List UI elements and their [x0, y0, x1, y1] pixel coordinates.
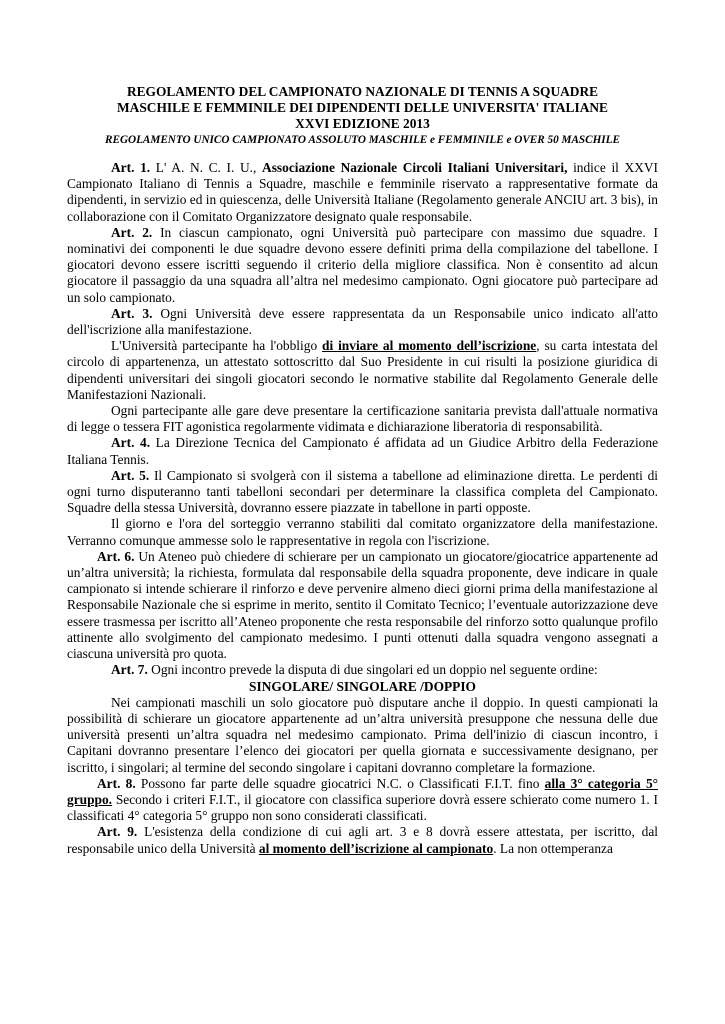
article-7-label: Art. 7.	[111, 662, 148, 678]
article-3-p2-bold: di inviare al momento dell’iscrizione	[322, 338, 537, 354]
document-body	[67, 160, 658, 857]
article-3-p2-pre: L'Università partecipante ha l'obbligo	[111, 338, 323, 354]
title-line-4: REGOLAMENTO UNICO CAMPIONATO ASSOLUTO MASCHILE e FEMMINILE e OVER 50 MASCHILE	[105, 134, 620, 146]
article-2	[67, 225, 658, 306]
article-9-post: . La non ottemperanza	[493, 840, 613, 856]
article-6-text: Un Ateneo può chiedere di schierare per un campionato un giocatore/giocatrice appartenente ad un’altra università; la richiesta, formulata dal responsabile della squadra proponente, deve indicare in quale campionato si intende schierare il rinforzo e deve pervenire almeno dieci giorni prima della manifestazione al Responsabile Nazionale che si esprime in merito, sentito il Comitato Tecnico; l’eventuale autorizzazione deve essere trasmessa per iscritto all’Ateneo proponente che resta responsabile del rinforzo sotto qualunque profilo attinente allo svolgimento del campionato medesimo. I punti ottenuti dalla squadra vengono assegnati a ciascuna università pro quota.	[67, 548, 658, 662]
article-3-label: Art. 3.	[111, 305, 153, 321]
article-1-label: Art. 1.	[111, 160, 151, 175]
article-8-post: Secondo i criteri F.I.T., il giocatore con classifica superiore dovrà essere schierato come numero 1. I classificati 4° categoria 5° gruppo non sono considerati classificati.	[67, 791, 658, 824]
article-9-pre: L'esistenza della condizione di cui agli art. 3 e 8 dovrà essere attestata, per iscritto, dal responsabile unico della Università	[67, 824, 659, 856]
article-5	[67, 468, 658, 517]
article-5-paragraph-2: Il giorno e l'ora del sorteggio verranno stabiliti dal comitato organizzatore della manifestazione. Verranno comunque ammesse solo le rappresentative in regola con l'iscrizione.	[67, 516, 658, 548]
article-3-text: Ogni Università deve essere rappresentata da un Responsabile unico indicato all'atto dell'iscrizione alla manifestazione.	[67, 305, 658, 338]
article-8-pre: Possono far parte delle squadre giocatrici N.C. o Classificati F.I.T. fino	[135, 775, 545, 791]
article-9-bold: al momento dell’iscrizione al campionato	[258, 840, 494, 856]
article-1-pre: L' A. N. C. I. U.,	[150, 160, 263, 175]
article-9-label: Art. 9.	[97, 824, 138, 840]
article-7	[67, 662, 658, 678]
article-8-label: Art. 8.	[97, 775, 136, 791]
article-7-text: Ogni incontro prevede la disputa di due singolari ed un doppio nel seguente ordine:	[147, 662, 598, 678]
article-5-label: Art. 5.	[111, 467, 150, 483]
article-2-text: In ciascun campionato, ogni Università può partecipare con massimo due squadre. I nominativi dei componenti le due squadre devono essere definiti prima della compilazione del tabellone. I giocatori devono essere iscritti seguendo il criterio della migliore classifica. Non è consentito ad alcun giocatore il passaggio da una squadra all’altra nel medesimo campionato. Ogni giocatore può partecipare ad un solo campionato.	[67, 224, 658, 305]
article-3	[67, 306, 658, 338]
article-1-text: indice il XXVI Campionato Italiano di Tennis a Squadre, maschile e femminile riservato a rappresentative formate da dipendenti, in servizio ed in quiescenza, delle Università Italiane (Regolamento generale ANCIU art. 3 bis), in collaborazione con il Comitato Organizzatore designato quale responsabile.	[67, 160, 659, 224]
title-line-2: MASCHILE E FEMMINILE DEI DIPENDENTI DELLE UNIVERSITA' ITALIANE	[117, 100, 608, 115]
document-title-block	[67, 84, 658, 148]
article-8	[67, 776, 658, 825]
article-1-bold: Associazione Nazionale Circoli Italiani Universitari,	[262, 160, 568, 175]
article-3-paragraph-3: Ogni partecipante alle gare deve presentare la certificazione sanitaria prevista dall'attuale normativa di legge o tessera FIT agonistica regolarmente vidimata e dichiarazione liberatoria di responsabilità.	[67, 403, 658, 435]
article-7-heading: SINGOLARE/ SINGOLARE /DOPPIO	[249, 678, 476, 694]
article-6-label: Art. 6.	[97, 548, 135, 564]
article-4-label: Art. 4.	[111, 435, 151, 451]
article-3-paragraph-2	[67, 338, 658, 403]
article-7-paragraph-2: Nei campionati maschili un solo giocatore può disputare anche il doppio. In questi campionati la possibilità di schierare un giocatore appartenente ad un’altra università presuppone che nessuna delle due università presenti un’altra squadra nel medesimo campionato. Prima dell'inizio di ciascun incontro, i Capitani dovranno presentare l’elenco dei giocatori per quella giornata e successivamente designano, per iscritto, i singolari; al termine del secondo singolare i capitani dovranno completare la formazione.	[67, 694, 658, 775]
article-2-label: Art. 2.	[111, 224, 153, 240]
article-9	[67, 824, 658, 856]
article-5-text: Il Campionato si svolgerà con il sistema a tabellone ad eliminazione diretta. Le perdenti di ogni turno disputeranno tanti tabelloni secondari per determinare la classifica completa del Campionato. Squadre della stessa Università, dovranno essere piazzate in tabellone in parti opposte.	[67, 467, 658, 516]
article-8-bold: alla 3° categoria 5° gruppo.	[67, 775, 658, 807]
article-1	[67, 160, 658, 225]
article-6	[67, 549, 658, 662]
title-line-1: REGOLAMENTO DEL CAMPIONATO NAZIONALE DI TENNIS A SQUADRE	[126, 84, 599, 99]
title-line-3: XXVI EDIZIONE 2013	[295, 116, 430, 131]
article-4-text: La Direzione Tecnica del Campionato é affidata ad un Giudice Arbitro della Federazione Italiana Tennis.	[67, 435, 659, 467]
article-3-p2-post: , su carta intestata del circolo di appartenenza, un attestato sottoscritto dal Suo Presidente in cui risulti la posizione giuridica di dipendenti universitari dei singoli giocatori secondo le normative stabilite dal Regolamento Generale delle Manifestazioni Nazionali.	[67, 338, 659, 402]
article-4	[67, 435, 658, 467]
